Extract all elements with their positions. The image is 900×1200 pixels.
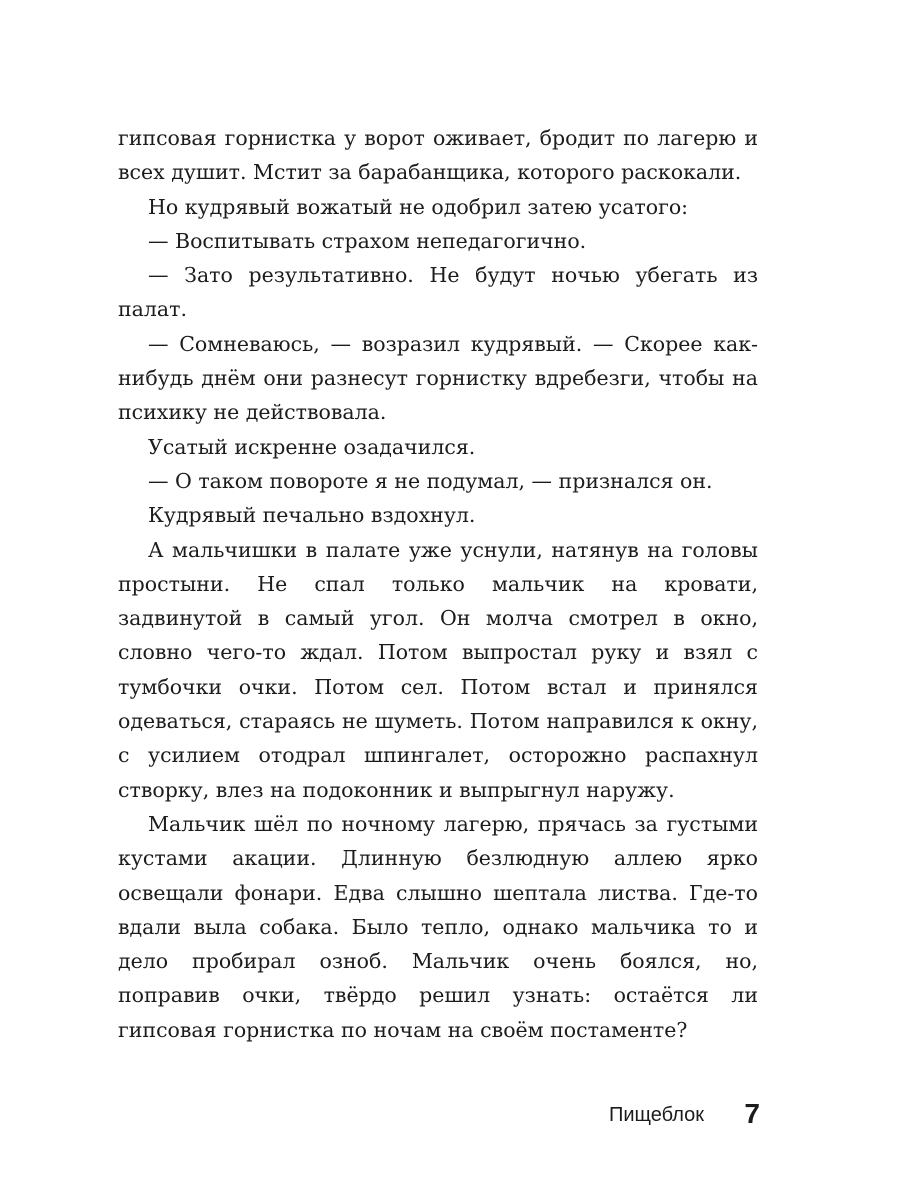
running-title: Пищеблок (609, 1104, 704, 1126)
dialogue-line: — Сомневаюсь, — возразил кудрявый. — Скорее как-нибудь днём они разнесут горнистку вдребезги, чтобы на психику не действовала. (118, 331, 758, 425)
paragraph: А мальчишки в палате уже уснули, натянув на головы простыни. Не спал только мальчик на кровати, задвинутой в самый угол. Он молча смотрел в окно, словно чего-то ждал. Потом выпростал руку и взял с тумбочки очки. Потом сел. Потом встал и принялся одеваться, стараясь не шуметь. Потом направился к окну, с усилием отодрал шпингалет, осторожно распахнул створку, влез на подоконник и выпрыгнул наружу. (118, 537, 758, 802)
dialogue-line: — О таком повороте я не подумал, — признался он. (148, 468, 713, 493)
dialogue-line: — Зато результативно. Не будут ночью убегать из палат. (118, 263, 758, 322)
paragraph-continued: гипсовая горнистка у ворот оживает, бродит по лагерю и всех душит. Мстит за барабанщика, которого раскокали. (118, 126, 758, 185)
paragraph: Кудрявый печально вздохнул. (148, 503, 476, 528)
paragraph: Но кудрявый вожатый не одобрил затею усатого: (148, 194, 689, 219)
body-text (118, 121, 758, 1047)
page-footer (560, 1100, 760, 1136)
page-number: 7 (744, 1098, 760, 1129)
dialogue-line: — Воспитывать страхом непедагогично. (148, 228, 587, 253)
paragraph: Мальчик шёл по ночному лагерю, прячась за густыми кустами акации. Длинную безлюдную аллею ярко освещали фонари. Едва слышно шептала листва. Где-то вдали выла собака. Было тепло, однако мальчика то и дело пробирал озноб. Мальчик очень боялся, но, поправив очки, твёрдо решил узнать: остаётся ли гипсовая горнистка по ночам на своём постаменте? (118, 811, 758, 1042)
paragraph: Усатый искренне озадачился. (148, 434, 476, 459)
